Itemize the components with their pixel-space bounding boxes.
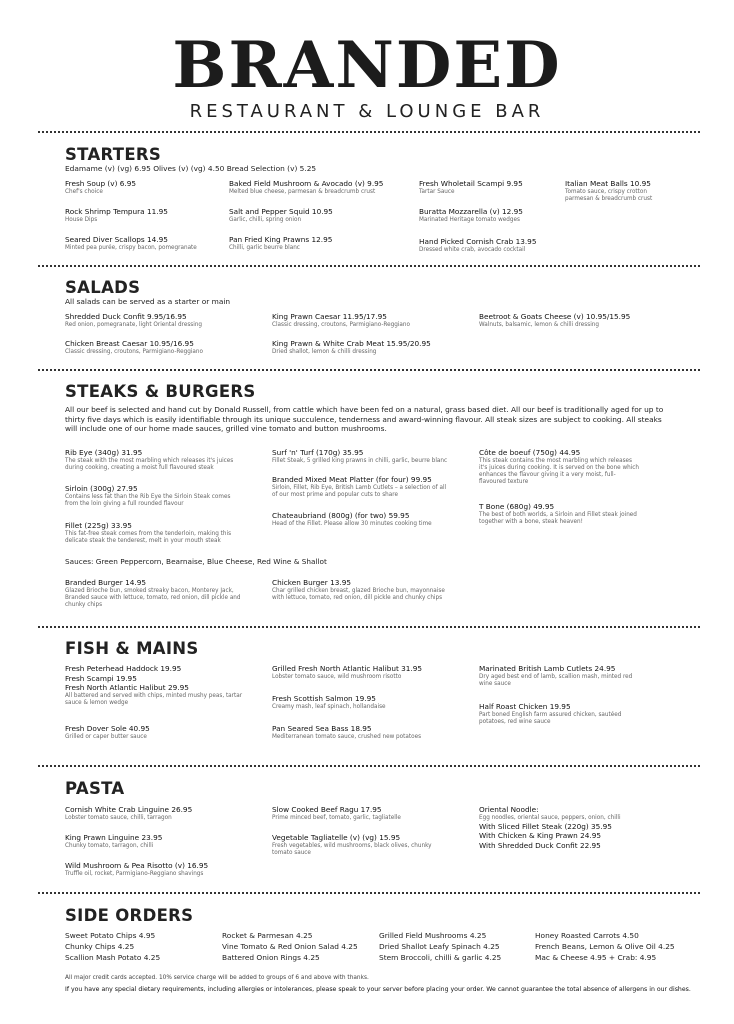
item-desc: Dried shallot, lemon & chilli dressing xyxy=(272,348,377,355)
item-desc: Red onion, pomegranate, light Oriental dressing xyxy=(65,321,203,328)
item-desc: Head of the Fillet. Please allow 30 minutes cooking time xyxy=(272,520,432,527)
menu-item xyxy=(65,448,245,472)
menu-item xyxy=(272,805,452,822)
item-option: With Shredded Duck Confit 22.95 xyxy=(479,840,601,850)
allergen-notice: If you have any special dietary requirements, including allergies or intolerances, please speak to your server before placing your order. We cannot guarantee the total absence of allergens in our dishes. xyxy=(65,986,691,993)
item-name: Branded Burger 14.95 xyxy=(65,578,147,587)
menu-item xyxy=(65,339,255,356)
item-desc: Char grilled chicken breast, glazed Brioche bun, mayonnaise with lettuce, tomato, red onion, dill pickle and chunky chips xyxy=(272,587,445,601)
menu-item xyxy=(65,521,245,545)
menu-item xyxy=(272,833,432,857)
starters-subline: Edamame (v) (vg) 6.95 Olives (v) (vg) 4.50 Bread Selection (v) 5.25 xyxy=(65,164,317,173)
menu-item xyxy=(272,511,452,528)
steak-sauces: Sauces: Green Peppercorn, Bearnaise, Blue Cheese, Red Wine & Shallot xyxy=(65,557,327,566)
item-desc: Chilli, garlic beurre blanc xyxy=(229,244,300,251)
item-desc: Classic dressing, croutons, Parmigiano-Reggiano xyxy=(272,321,410,328)
item-desc: This steak contains the most marbling which releases it's juices during cooking. It is served on the bone which enhances the flavour giving it a very moist, full-flavoured texture xyxy=(479,457,640,486)
item-desc: Tartar Sauce xyxy=(419,188,455,195)
section-title-starters: STARTERS xyxy=(65,145,162,164)
item-desc: Contains less fat than the Rib Eye the Sirloin Steak comes from the loin giving a full rounded flavour xyxy=(65,493,231,507)
menu-item xyxy=(65,724,245,741)
item-desc: Fresh vegetables, wild mushrooms, black olives, chunky tomato sauce xyxy=(272,842,432,856)
item-name: Sirloin (300g) 27.95 xyxy=(65,484,138,493)
item-name: Beetroot & Goats Cheese (v) 10.95/15.95 xyxy=(479,312,631,321)
item-desc: House Dips xyxy=(65,216,98,223)
menu-item xyxy=(65,833,245,850)
item-name: Surf 'n' Turf (170g) 35.95 xyxy=(272,448,364,457)
item-name: Seared Diver Scallops 14.95 xyxy=(65,235,168,244)
menu-item xyxy=(229,235,389,252)
item-name: Fresh Wholetail Scampi 9.95 xyxy=(419,179,523,188)
menu-item xyxy=(272,694,452,711)
item-desc: Truffle oil, rocket, Parmigiano-Reggiano shavings xyxy=(65,870,204,877)
item-desc: Walnuts, balsamic, lemon & chilli dressing xyxy=(479,321,599,328)
menu-item xyxy=(479,702,639,726)
menu-item xyxy=(65,207,215,224)
menu-item xyxy=(272,724,452,741)
item-option: With Chicken & King Prawn 24.95 xyxy=(479,831,601,841)
item-name: Baked Field Mushroom & Avocado (v) 9.95 xyxy=(229,179,384,188)
section-title-salads: SALADS xyxy=(65,278,141,297)
item-desc: Dry aged best end of lamb, scallion mash, minted red wine sauce xyxy=(479,673,633,687)
dotted-divider xyxy=(38,765,700,767)
item-name: Fillet (225g) 33.95 xyxy=(65,521,132,530)
item-desc: Grilled or caper butter sauce xyxy=(65,733,147,740)
menu-item xyxy=(65,805,245,822)
item-name: Italian Meat Balls 10.95 xyxy=(565,179,651,188)
side-item: Dried Shallot Leafy Spinach 4.25 xyxy=(379,942,500,951)
section-title-fish: FISH & MAINS xyxy=(65,639,199,658)
item-desc: Sirloin, Fillet, Rib Eye, British Lamb Cutlets – a selection of all of our most prime and popular cuts to share xyxy=(272,484,447,498)
side-item: Vine Tomato & Red Onion Salad 4.25 xyxy=(222,942,358,951)
menu-item xyxy=(65,578,245,609)
item-desc: Chunky tomato, tarragon, chilli xyxy=(65,842,154,849)
item-name: Buratta Mozzarella (v) 12.95 xyxy=(419,207,523,216)
side-item: Stem Broccoli, chilli & garlic 4.25 xyxy=(379,953,502,962)
menu-item xyxy=(479,312,679,329)
menu-item xyxy=(272,312,462,329)
side-item: Chunky Chips 4.25 xyxy=(65,942,135,951)
menu-item xyxy=(65,484,245,508)
menu-item xyxy=(479,664,639,688)
section-title-sides: SIDE ORDERS xyxy=(65,906,194,925)
item-name: Chicken Burger 13.95 xyxy=(272,578,351,587)
item-name: Vegetable Tagliatelle (v) (vg) 15.95 xyxy=(272,833,401,842)
item-desc: Fillet Steak, 5 grilled king prawns in chilli, garlic, beurre blanc xyxy=(272,457,448,464)
item-name: Chateaubriand (800g) (for two) 59.95 xyxy=(272,511,410,520)
brand-tagline: RESTAURANT & LOUNGE BAR xyxy=(189,101,545,122)
item-name: Half Roast Chicken 19.95 xyxy=(479,702,571,711)
menu-item xyxy=(65,235,215,252)
dotted-divider xyxy=(38,131,700,133)
item-name: Oriental Noodle: xyxy=(479,805,539,814)
section-title-steaks: STEAKS & BURGERS xyxy=(65,382,256,401)
menu-item xyxy=(479,805,679,850)
menu-item xyxy=(229,179,389,196)
item-name: Slow Cooked Beef Ragu 17.95 xyxy=(272,805,382,814)
item-desc: All battered and served with chips, minted mushy peas, tartar sauce & lemon wedge xyxy=(65,692,243,706)
item-name: Côte de boeuf (750g) 44.95 xyxy=(479,448,581,457)
side-item: French Beans, Lemon & Olive Oil 4.25 xyxy=(535,942,675,951)
menu-item xyxy=(419,207,549,224)
item-name: King Prawn & White Crab Meat 15.95/20.95 xyxy=(272,339,431,348)
item-desc: Mediterranean tomato sauce, crushed new potatoes xyxy=(272,733,422,740)
item-name: Salt and Pepper Squid 10.95 xyxy=(229,207,333,216)
section-title-pasta: PASTA xyxy=(65,779,125,798)
menu-item xyxy=(565,179,665,203)
item-desc: Classic dressing, croutons, Parmigiano-Reggiano xyxy=(65,348,203,355)
item-desc: Melted blue cheese, parmesan & breadcrumb crust xyxy=(229,188,376,195)
steaks-intro: All our beef is selected and hand cut by Donald Russell, from cattle which have been fed on a natural, grass based diet. All our beef is traditionally aged for up to thirty five days which is easily identifiable through its unique succulence, tenderness and award-winning flavour. All steak sizes are subject to cooking. All steaks will include one of our home made sauces, grilled vine tomato and button mushrooms. xyxy=(65,405,664,433)
item-name: Fresh Soup (v) 6.95 xyxy=(65,179,136,188)
item-name: T Bone (680g) 49.95 xyxy=(479,502,555,511)
item-desc: Marinated Heritage tomato wedges xyxy=(419,216,520,223)
menu-item xyxy=(479,448,639,486)
item-desc: Glazed Brioche bun, smoked streaky bacon, Monterey Jack, Branded sauce with lettuce, tomato, red onion, dill pickle and chunky chips xyxy=(65,587,241,608)
side-item: Mac & Cheese 4.95 + Crab: 4.95 xyxy=(535,953,657,962)
footer-note: All major credit cards accepted. 10% service charge will be added to groups of 6 and above with thanks. xyxy=(65,975,369,981)
item-name: Fresh Peterhead Haddock 19.95 xyxy=(65,664,182,673)
item-name: Rib Eye (340g) 31.95 xyxy=(65,448,143,457)
menu-item xyxy=(65,179,215,196)
menu-item xyxy=(419,179,549,196)
side-item: Battered Onion Rings 4.25 xyxy=(222,953,320,962)
menu-item xyxy=(479,502,639,526)
item-desc: Part boned English farm assured chicken, sautéed potatoes, red wine sauce xyxy=(479,711,622,725)
item-name: Fresh North Atlantic Halibut 29.95 xyxy=(65,683,189,692)
menu-item xyxy=(272,578,452,602)
brand-logo: BRANDED xyxy=(172,28,562,103)
dotted-divider xyxy=(38,265,700,267)
item-name: Pan Seared Sea Bass 18.95 xyxy=(272,724,372,733)
item-option: With Sliced Fillet Steak (220g) 35.95 xyxy=(479,821,612,831)
menu-item xyxy=(65,664,245,707)
dotted-divider xyxy=(38,626,700,628)
item-name: King Prawn Linguine 23.95 xyxy=(65,833,163,842)
menu-item xyxy=(65,312,255,329)
menu-item xyxy=(419,237,549,254)
dotted-divider xyxy=(38,369,700,371)
dotted-divider xyxy=(38,892,700,894)
item-name: Fresh Scottish Salmon 19.95 xyxy=(272,694,376,703)
item-name: Pan Fried King Prawns 12.95 xyxy=(229,235,333,244)
item-desc: Chef's choice xyxy=(65,188,103,195)
side-item: Scallion Mash Potato 4.25 xyxy=(65,953,161,962)
item-desc: Lobster tomato sauce, chilli, tarragon xyxy=(65,814,172,821)
side-item: Grilled Field Mushrooms 4.25 xyxy=(379,931,487,940)
item-desc: Tomato sauce, crispy crotton parmesan & breadcrumb crust xyxy=(565,188,653,202)
item-desc: Egg noodles, oriental sauce, peppers, onion, chilli xyxy=(479,814,621,821)
item-desc: Creamy mash, leaf spinach, hollandaise xyxy=(272,703,386,710)
item-name: Shredded Duck Confit 9.95/16.95 xyxy=(65,312,187,321)
menu-item xyxy=(272,475,452,499)
side-item: Sweet Potato Chips 4.95 xyxy=(65,931,156,940)
item-name: Wild Mushroom & Pea Risotto (v) 16.95 xyxy=(65,861,209,870)
menu-item xyxy=(272,664,452,681)
item-desc: The best of both worlds, a Sirloin and Fillet steak joined together with a bone, steak heaven! xyxy=(479,511,637,525)
menu-item xyxy=(272,339,462,356)
item-name: Hand Picked Cornish Crab 13.95 xyxy=(419,237,537,246)
item-name: Chicken Breast Caesar 10.95/16.95 xyxy=(65,339,194,348)
item-desc: This fat-free steak comes from the tenderloin, making this delicate steak the tenderest, melt in your mouth steak xyxy=(65,530,232,544)
item-desc: Prime minced beef, tomato, garlic, tagliatelle xyxy=(272,814,401,821)
side-item: Honey Roasted Carrots 4.50 xyxy=(535,931,639,940)
menu-item xyxy=(229,207,389,224)
item-desc: The steak with the most marbling which releases it's juices during cooking, creating a moist full flavoured steak xyxy=(65,457,234,471)
item-name: Grilled Fresh North Atlantic Halibut 31.95 xyxy=(272,664,423,673)
item-name: Branded Mixed Meat Platter (for four) 99.95 xyxy=(272,475,432,484)
menu-item xyxy=(272,448,452,465)
item-desc: Dressed white crab, avocado cocktail xyxy=(419,246,526,253)
item-desc: Minted pea purée, crispy bacon, pomegranate xyxy=(65,244,197,251)
item-name: King Prawn Caesar 11.95/17.95 xyxy=(272,312,387,321)
side-item: Rocket & Parmesan 4.25 xyxy=(222,931,313,940)
item-name: Cornish White Crab Linguine 26.95 xyxy=(65,805,193,814)
item-name: Marinated British Lamb Cutlets 24.95 xyxy=(479,664,616,673)
item-desc: Garlic, chilli, spring onion xyxy=(229,216,302,223)
salads-subline: All salads can be served as a starter or main xyxy=(65,297,231,306)
item-desc: Lobster tomato sauce, wild mushroom risotto xyxy=(272,673,402,680)
menu-item xyxy=(65,861,245,878)
item-name: Fresh Dover Sole 40.95 xyxy=(65,724,150,733)
item-name: Rock Shrimp Tempura 11.95 xyxy=(65,207,168,216)
item-name: Fresh Scampi 19.95 xyxy=(65,673,137,683)
